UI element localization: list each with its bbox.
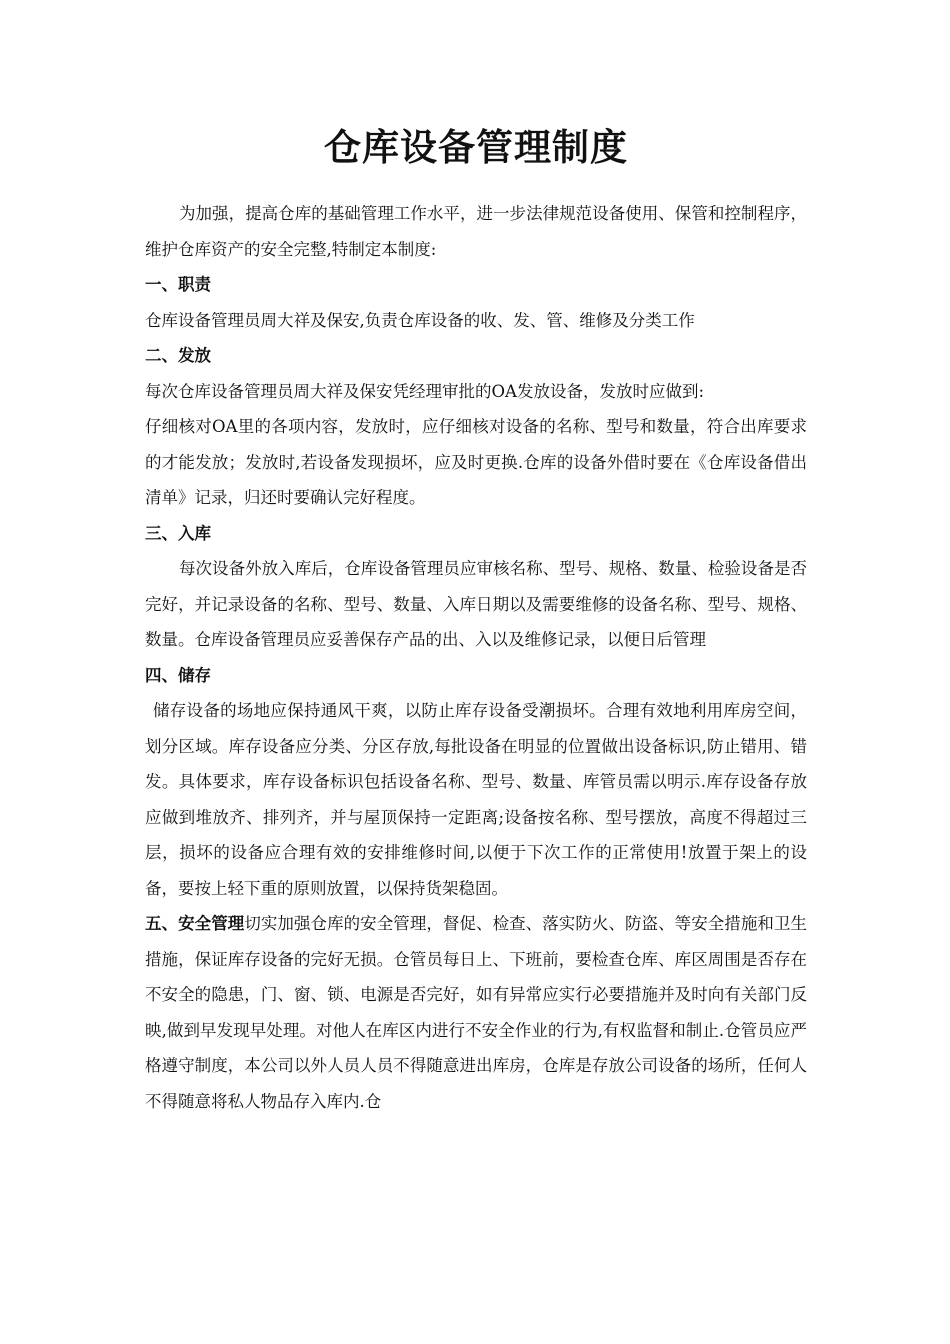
section-safety-text: 切实加强仓库的安全管理，督促、检查、落实防火、防盗、等安全措施和卫生措施，保证库存设备的完好无损。仓管员每日上、下班前，要检查仓库、库区周围是否存在不安全的隐患，门、窗、锁、电源是否完好，如有异常应实行必要措施并及时向有关部门反映,做到早发现早处理。对他人在库区内进行不安全作业的行为,有权监督和制止.仓管员应严格遵守制度，本公司以外人员人员不得随意进出库房，仓库是存放公司设备的场所，任何人不得随意将私人物品存入库内.仓 — [145, 914, 808, 1111]
document-page — [145, 118, 807, 1119]
section-issue-text-1: 每次仓库设备管理员周大祥及保安凭经理审批的OA发放设备，发放时应做到: — [145, 381, 705, 401]
section-heading-duties: 一、职责 — [145, 275, 211, 294]
section-heading-issue: 二、发放 — [145, 346, 211, 365]
section-storage-text: 储存设备的场地应保持通风干爽，以防止库存设备受潮损坏。合理有效地利用库房空间，划分区域。库存设备应分类、分区存放,每批设备在明显的位置做出设备标识,防止错用、错发。具体要求，库存设备标识包括设备名称、型号、数量、库管员需以明示.库存设备存放应做到堆放齐、排列齐，并与屋顶保持一定距离;设备按名称、型号摆放，高度不得超过三层，损坏的设备应合理有效的安排维修时间,以便于下次工作的正常使用!放置于架上的设备，要按上轻下重的原则放置，以保持货架稳固。 — [145, 701, 807, 898]
section-issue-text-2: 仔细核对OA里的各项内容，发放时，应仔细核对设备的名称、型号和数量，符合出库要求的才能发放；发放时,若设备发现损坏，应及时更换.仓库的设备外借时要在《仓库设备借出清单》记录，归还时要确认完好程度。 — [145, 417, 807, 507]
document-title: 仓库设备管理制度 — [324, 126, 628, 169]
section-inbound-text: 每次设备外放入库后，仓库设备管理员应审核名称、型号、规格、数量、检验设备是否完好，并记录设备的名称、型号、数量、入库日期以及需要维修的设备名称、型号、规格、数量。仓库设备管理员应妥善保存产品的出、入以及维修记录，以便日后管理 — [145, 559, 807, 649]
section-heading-storage: 四、储存 — [145, 665, 211, 685]
section-heading-inbound: 三、入库 — [145, 523, 211, 543]
section-safety-paragraph — [145, 906, 807, 1119]
section-duties-text: 仓库设备管理员周大祥及保安,负责仓库设备的收、发、管、维修及分类工作 — [145, 310, 695, 330]
section-heading-safety: 五、安全管理 — [145, 914, 245, 933]
intro-paragraph: 为加强，提高仓库的基础管理工作水平，进一步法律规范设备使用、保管和控制程序，维护仓库资产的安全完整,特制定本制度: — [145, 204, 807, 259]
